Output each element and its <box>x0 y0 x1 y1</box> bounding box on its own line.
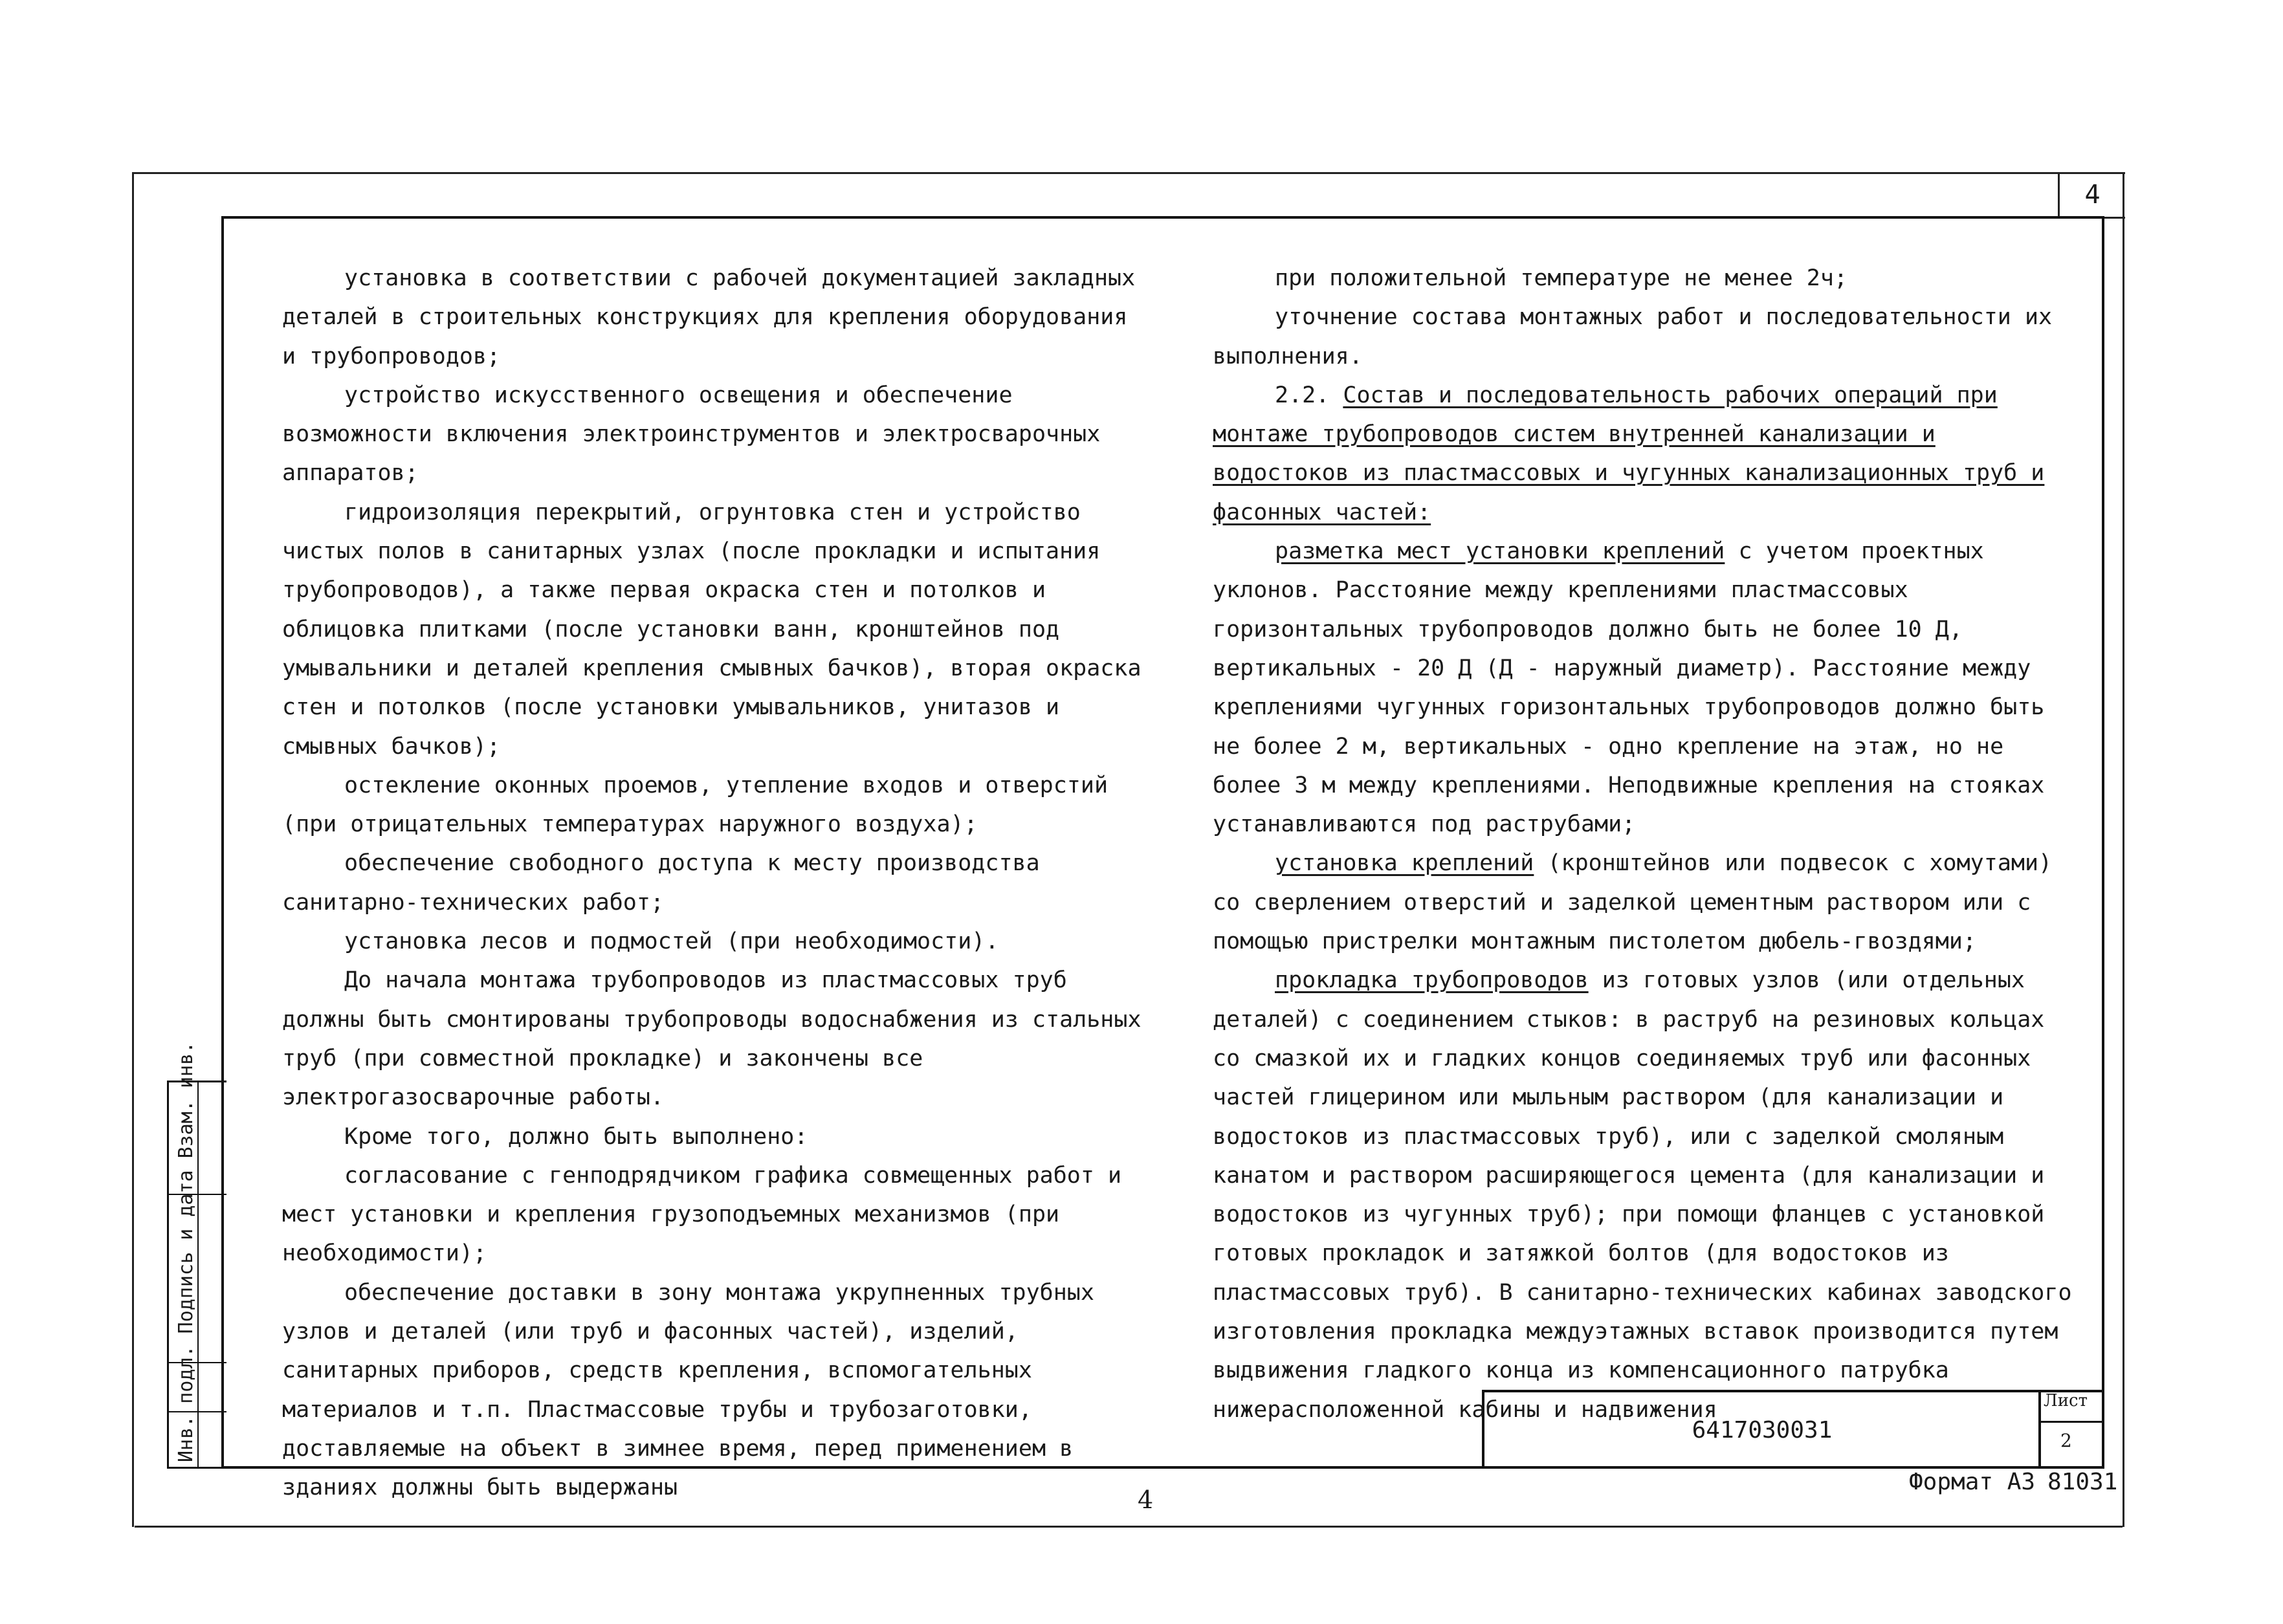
left-paragraph: установка в соответствии с рабочей документацией закладных деталей в строительных конструкциях для крепления оборудования и трубопроводов; <box>282 265 1136 369</box>
term: установка креплений <box>1275 850 1534 877</box>
right-paragraph <box>1213 844 2073 961</box>
right-paragraph: уточнение состава монтажных работ и последовательности их выполнения. <box>1213 304 2053 369</box>
term: прокладка трубопроводов <box>1275 967 1589 994</box>
left-column <box>282 259 1143 1508</box>
corner-page-number: 4 <box>2058 172 2125 219</box>
left-paragraph: До начала монтажа трубопроводов из пластмассовых труб должны быть смонтированы трубопроводы водоснабжения из стальных труб (при совместной прокладке) и закончены все электрогазосварочные работы. <box>282 967 1142 1111</box>
section-title: Состав и последовательность рабочих операций при монтаже трубопроводов систем внутренней канализации и водостоков из пластмассовых и чугунных канализационных труб и фасонных частей: <box>1213 382 2045 525</box>
left-paragraph: гидроизоляция перекрытий, огрунтовка стен и устройство чистых полов в санитарных узлах (после прокладки и испытания трубопроводов), а также первая окраска стен и потолков и облицовка плитками (после установки ванн, кронштейнов под умывальники и деталей крепления смывных бачков), вторая окраска стен и потолков (после установки умывальников, унитазов и смывных бачков); <box>282 499 1142 760</box>
term: разметка мест установки креплений <box>1275 538 1725 565</box>
right-paragraph <box>1213 532 2073 844</box>
title-block-divider <box>2038 1390 2041 1467</box>
side-strip-divider <box>197 1082 199 1467</box>
left-paragraph: обеспечение свободного доступа к месту производства санитарно-технических работ; <box>282 850 1040 916</box>
term-description: (кронштейнов или подвесок с хомутами) со сверлением отверстий и заделкой цементным раствором или с помощью пристрелки монтажным пистолетом дюбель-гвоздями; <box>1213 850 2053 955</box>
right-column <box>1213 259 2073 1429</box>
left-paragraph: устройство искусственного освещения и обеспечение возможности включения электроинструментов и электросварочных аппаратов; <box>282 382 1101 487</box>
format-code: 81031 <box>2047 1469 2118 1495</box>
outer-frame-bottom <box>135 1526 2123 1528</box>
left-paragraph: остекление оконных проемов, утепление входов и отверстий (при отрицательных температурах наружного воздуха); <box>282 772 1108 838</box>
format-label: Формат А3 <box>1909 1469 2036 1495</box>
page-number: 4 <box>1138 1486 1154 1514</box>
title-block-hline <box>2038 1421 2102 1423</box>
section-number: 2.2. <box>1275 382 1330 408</box>
term-description: из готовых узлов (или отдельных деталей) с соединением стыков: в раструб на резиновых кольцах со смазкой их и гладких концов соединяемых труб или фасонных частей глицерином или мыльным раствором (для канализации и водостоков из пластмассовых труб), или с заделкой смоляным канатом и раствором расширяющегося цемента (для канализации и водостоков из чугунных труб); при помощи фланцев с установкой готовых прокладок и затяжкой болтов (для водостоков из пластмассовых труб). В санитарно-технических кабинах заводского изготовления прокладка междуэтажных вставок производится путем выдвижения гладкого конца из компенсационного патрубка нижерасположенной кабины и надвижения <box>1213 967 2072 1423</box>
document-code: 6417030031 <box>1692 1416 1833 1443</box>
sheet-number: 2 <box>2060 1430 2072 1451</box>
section-heading <box>1213 376 2073 532</box>
side-strip-text: Инв. подл. Подпись и дата Взам. инв. <box>175 1041 197 1462</box>
term-description: с учетом проектных уклонов. Расстояние между креплениями пластмассовых горизонтальных трубопроводов должно быть не более 10 Д, вертикальных - 20 Д (Д - наружный диаметр). Расстояние между креплениями чугунных горизонтальных трубопроводов должно быть не более 2 м, вертикальных - одно крепление на этаж, но не более 3 м между креплениями. Неподвижные крепления на стояках устанавливаются под раструбами; <box>1213 538 2045 838</box>
right-paragraph <box>1213 961 2073 1429</box>
sheet-label: Лист <box>2044 1391 2088 1410</box>
right-paragraph: при положительной температуре не менее 2ч; <box>1275 265 1848 291</box>
left-paragraph: согласование с генподрядчиком графика совмещенных работ и мест установки и крепления грузоподъемных механизмов (при необходимости); <box>282 1162 1122 1267</box>
outer-frame-right <box>2123 172 2124 1527</box>
left-paragraph: установка лесов и подмостей (при необходимости). <box>344 928 999 955</box>
left-paragraph: обеспечение доставки в зону монтажа укрупненных трубных узлов и деталей (или труб и фасонных частей), изделий, санитарных приборов, средств крепления, вспомогательных материалов и т.п. Пластмассовые трубы и трубозаготовки, доставляемые на объект в зимнее время, перед применением в зданиях должны быть выдержаны <box>282 1279 1094 1501</box>
left-paragraph: Кроме того, должно быть выполнено: <box>344 1123 808 1150</box>
